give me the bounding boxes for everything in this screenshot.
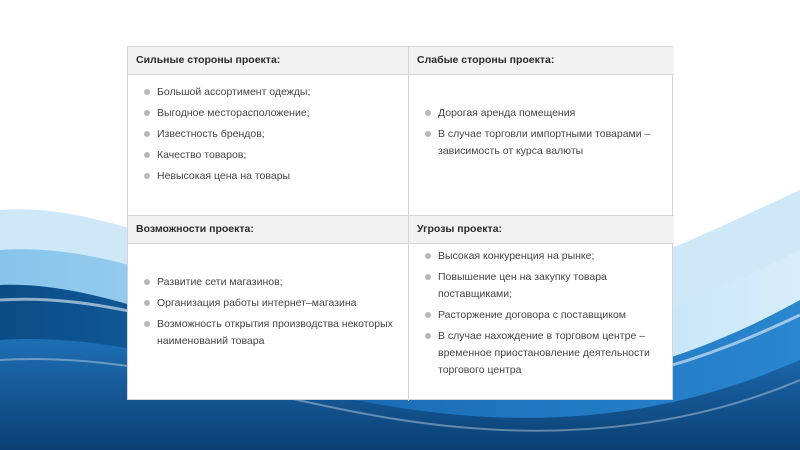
list-item: Возможность открытия производства некоторых наименований товара: [142, 316, 400, 350]
list-item: В случае нахождение в торговом центре – временное приостановление деятельности торгового центра: [423, 328, 666, 379]
weaknesses-cell: [409, 47, 674, 216]
list-item: Известность брендов;: [142, 126, 400, 143]
bullet-icon: [144, 173, 150, 179]
bullet-icon: [144, 279, 150, 285]
bullet-icon: [425, 253, 431, 259]
bullet-icon: [144, 300, 150, 306]
bullet-icon: [144, 131, 150, 137]
strengths-list: [142, 84, 400, 185]
threats-list: [423, 248, 666, 379]
threats-cell: [409, 216, 674, 401]
bullet-icon: [144, 321, 150, 327]
list-item: Расторжение договора с поставщиком: [423, 307, 666, 324]
bullet-icon: [425, 312, 431, 318]
bullet-icon: [144, 152, 150, 158]
swot-table: [127, 46, 673, 400]
list-item: Невысокая цена на товары: [142, 168, 400, 185]
bullet-icon: [425, 110, 431, 116]
list-item: Качество товаров;: [142, 147, 400, 164]
list-item: Большой ассортимент одежды;: [142, 84, 400, 101]
list-item: В случае торговли импортными товарами – зависимость от курса валюты: [423, 126, 666, 160]
opportunities-list: [142, 274, 400, 350]
weaknesses-list: [423, 105, 666, 160]
list-item: Дорогая аренда помещения: [423, 105, 666, 122]
weaknesses-header: Слабые стороны проекта:: [409, 47, 674, 75]
list-item: Повышение цен на закупку товара поставщиками;: [423, 269, 666, 303]
bullet-icon: [425, 131, 431, 137]
list-item: Развитие сети магазинов;: [142, 274, 400, 291]
list-item: Организация работы интернет–магазина: [142, 295, 400, 312]
opportunities-header: Возможности проекта:: [128, 216, 408, 244]
bullet-icon: [144, 89, 150, 95]
bullet-icon: [425, 274, 431, 280]
opportunities-cell: [128, 216, 409, 401]
list-item: Выгодное месторасположение;: [142, 105, 400, 122]
threats-header: Угрозы проекта:: [409, 216, 674, 244]
strengths-cell: [128, 47, 409, 216]
list-item: Высокая конкуренция на рынке;: [423, 248, 666, 265]
strengths-header: Сильные стороны проекта:: [128, 47, 408, 75]
bullet-icon: [144, 110, 150, 116]
bullet-icon: [425, 333, 431, 339]
